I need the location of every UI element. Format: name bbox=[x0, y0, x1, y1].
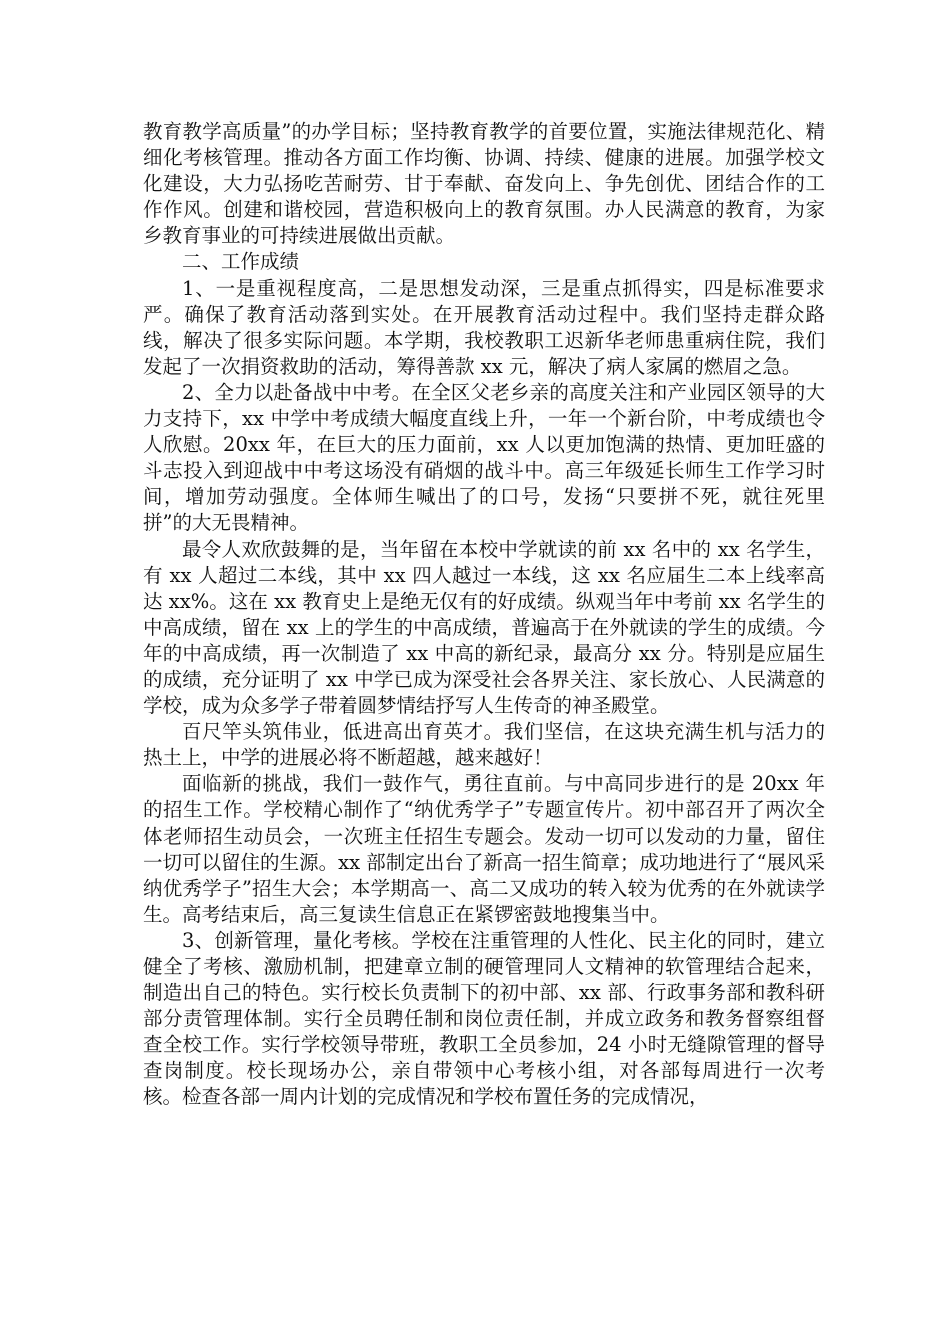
paragraph-item-one: 1、一是重视程度高，二是思想发动深，三是重点抓得实，四是标准要求严。确保了教育活动落到实处。在开展教育活动过程中。我们坚持走群众路线，解决了很多实际问题。本学期，我校教职工迟新华老师患重病住院，我们发起了一次捐资救助的活动，筹得善款 xx 元，解决了病人家属的燃眉之急。 bbox=[143, 276, 825, 378]
document-body bbox=[143, 119, 825, 1111]
section-heading-work-achievements: 二、工作成绩 bbox=[182, 250, 300, 274]
paragraph-exciting-results: 最令人欢欣鼓舞的是，当年留在本校中学就读的前 xx 名中的 xx 名学生，有 xx 人超过二本线，其中 xx 四人越过一本线，这 xx 名应届生二本上线率高达 xx%。这在 xx 教育史上是绝无仅有的好成绩。纵观当年中考前 xx 名学生的中高成绩，留在 xx 上的学生的中高成绩，普遍高于在外就读的学生的成绩。今年的中高成绩，再一次制造了 xx 中高的新纪录，最高分 xx 分。特别是应届生的成绩，充分证明了 xx 中学已成为深受社会各界关注、家长放心、人民满意的学校，成为众多学子带着圆梦情结抒写人生传奇的神圣殿堂。 bbox=[143, 537, 825, 718]
paragraph-confidence: 百尺竿头筑伟业，低进高出育英才。我们坚信，在这块充满生机与活力的热土上，中学的进展必将不断超越，越来越好！ bbox=[143, 720, 825, 770]
paragraph-intro-continued: 教育教学高质量”的办学目标；坚持教育教学的首要位置，实施法律规范化、精细化考核管理。推动各方面工作均衡、协调、持续、健康的进展。加强学校文化建设，大力弘扬吃苦耐劳、甘于奉献、奋发向上、争先创优、团结合作的工作作风。创建和谐校园，营造积极向上的教育氛围。办人民满意的教育，为家乡教育事业的可持续进展做出贡献。 bbox=[143, 120, 825, 248]
paragraph-item-two: 2、全力以赴备战中中考。在全区父老乡亲的高度关注和产业园区领导的大力支持下，xx 中学中考成绩大幅度直线上升，一年一个新台阶，中考成绩也令人欣慰。20xx 年，在巨大的压力面前，xx 人以更加饱满的热情、更加旺盛的斗志投入到迎战中中考这场没有硝烟的战斗中。高三年级延长师生工作学习时间，增加劳动强度。全体师生喊出了的口号，发扬“只要拼不死，就往死里拼”的大无畏精神。 bbox=[143, 380, 825, 535]
paragraph-enrollment: 面临新的挑战，我们一鼓作气，勇往直前。与中高同步进行的是 20xx 年的招生工作。学校精心制作了“纳优秀学子”专题宣传片。初中部召开了两次全体老师招生动员会，一次班主任招生专题会。发动一切可以发动的力量，留住一切可以留住的生源。xx 部制定出台了新高一招生简章；成功地进行了“展风采纳优秀学子”招生大会；本学期高一、高二又成功的转入较为优秀的在外就读学生。高考结束后，高三复读生信息正在紧锣密鼓地搜集当中。 bbox=[143, 772, 825, 926]
paragraph-item-three: 3、创新管理，量化考核。学校在注重管理的人性化、民主化的同时，建立健全了考核、激励机制，把建章立制的硬管理同人文精神的软管理结合起来，制造出自己的特色。实行校长负责制下的初中部、xx 部、行政事务部和教科研部分责管理体制。实行全员聘任制和岗位责任制，并成立政务和教务督察组督查全校工作。实行学校领导带班，教职工全员参加，24 小时无缝隙管理的督导查岗制度。校长现场办公，亲自带领中心考核小组，对各部每周进行一次考核。检查各部一周内计划的完成情况和学校布置任务的完成情况， bbox=[143, 928, 825, 1109]
